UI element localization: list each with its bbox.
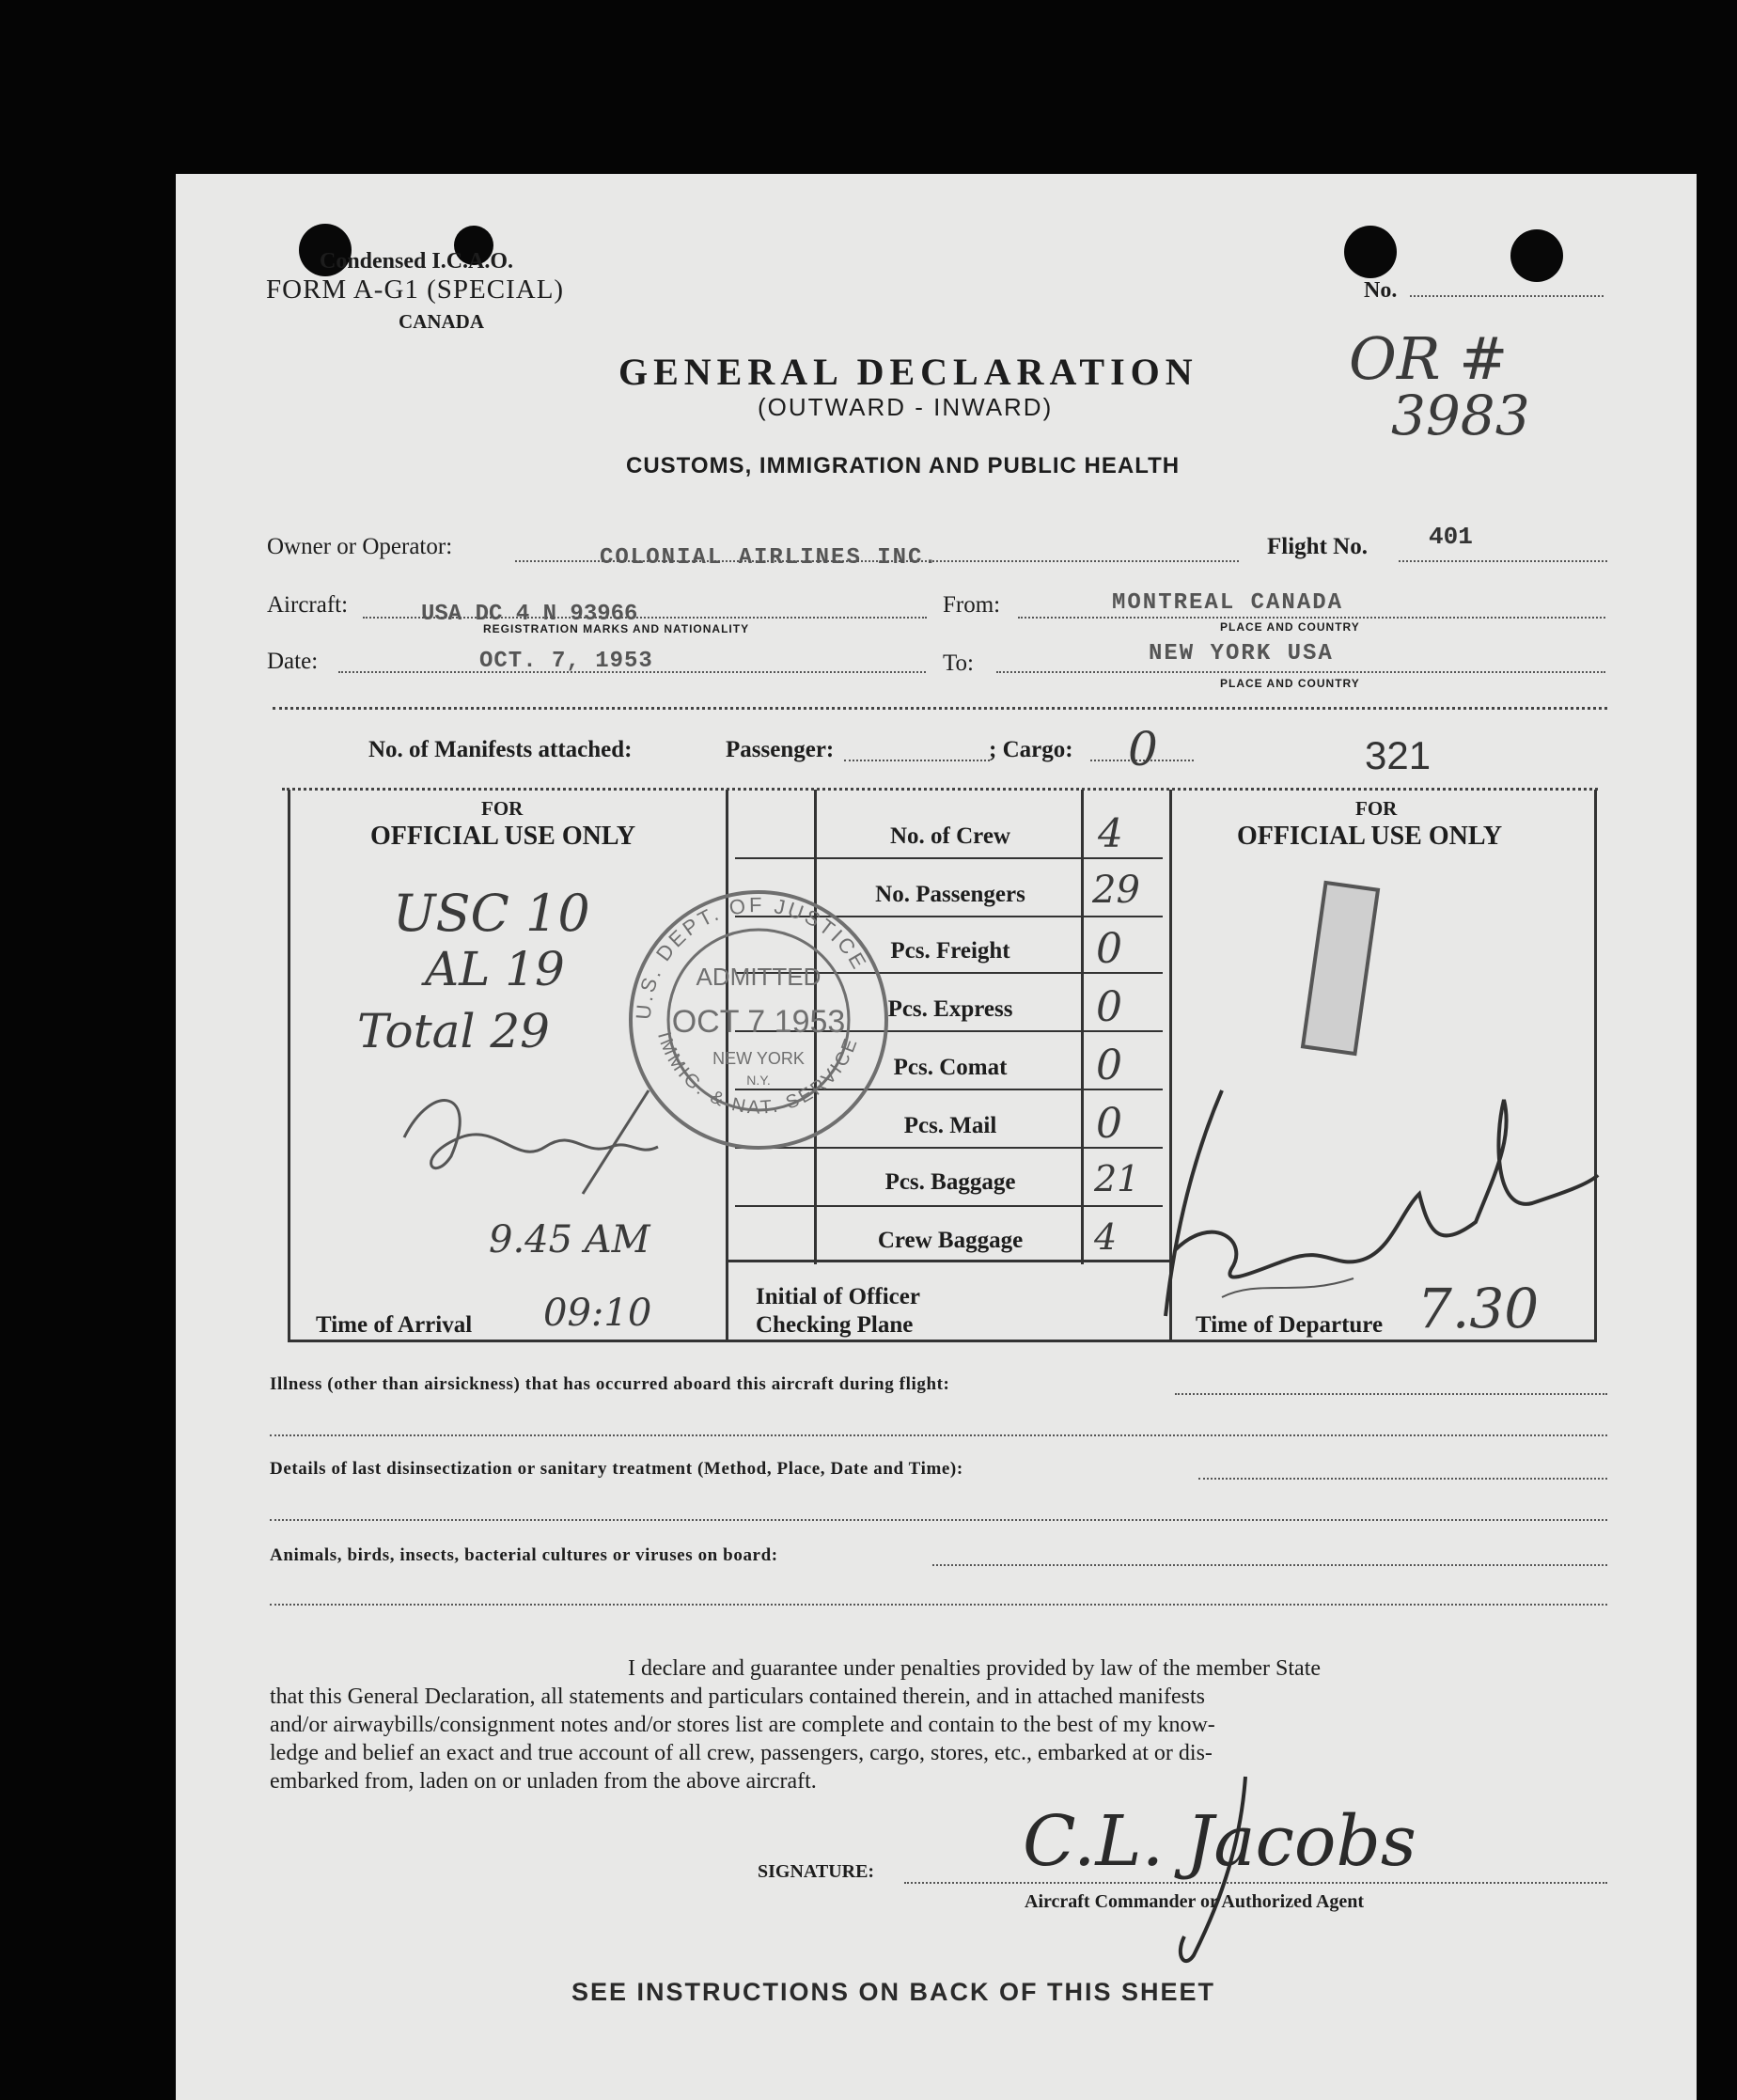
row-label-mail: Pcs. Mail (903, 1113, 997, 1138)
form-code-line1: Condensed I.C.A.O. (320, 249, 514, 274)
row-value-mail: 0 (1096, 1100, 1122, 1148)
row-label-comat: Pcs. Comat (893, 1055, 1008, 1080)
owner-label: Owner or Operator: (267, 534, 453, 559)
time-of-departure-value: 7.30 (1417, 1277, 1540, 1340)
right-official-header-2: OFFICIAL USE ONLY (1237, 822, 1503, 851)
to-label: To: (943, 650, 974, 676)
signature-flourish (1156, 1767, 1269, 1974)
illness-answer-line-2 (270, 1434, 1607, 1436)
signature-label: SIGNATURE: (758, 1861, 875, 1882)
punch-hole-right-2 (1510, 229, 1563, 282)
declaration-line-1: I declare and guarantee under penalties provided by law of the member State (628, 1656, 1322, 1681)
stamp-ring-bottom: IMMIG. & NAT. SERVICE (653, 1029, 863, 1119)
row-label-passengers: No. Passengers (875, 882, 1025, 907)
row-value-comat: 0 (1096, 1042, 1122, 1089)
declaration-line-2: that this General Declaration, all statements and particulars contained therein, and in attached manifests (270, 1685, 1205, 1709)
time-of-departure-label: Time of Departure (1196, 1312, 1384, 1338)
initial-officer-label-1: Initial of Officer (756, 1284, 920, 1309)
stamp-ring-top: U.S. DEPT. OF JUSTICE (631, 892, 872, 1021)
disinsection-question: Details of last disinsectization or sanitary treatment (Method, Place, Date and Time): (270, 1459, 963, 1479)
passenger-manifest-label: Passenger: (726, 737, 835, 762)
date-value: OCT. 7, 1953 (479, 649, 653, 674)
instructions-footer: SEE INSTRUCTIONS ON BACK OF THIS SHEET (571, 1978, 1216, 2006)
from-caption: PLACE AND COUNTRY (1220, 620, 1360, 634)
stamp-date: OCT 7 1953 (671, 1004, 846, 1040)
row-label-baggage: Pcs. Baggage (884, 1169, 1016, 1195)
stamp-admitted: ADMITTED (696, 963, 822, 991)
row-divider (735, 1205, 1163, 1207)
row-value-freight: 0 (1096, 925, 1122, 973)
signature-value: C.L. Jacobs (1023, 1801, 1416, 1882)
form-code-line3: CANADA (399, 310, 484, 333)
aircraft-value: USA DC 4 N 93966 (421, 602, 638, 627)
row-value-crew: 4 (1098, 810, 1123, 856)
cargo-manifest-value: 0 (1128, 722, 1158, 776)
animals-question: Animals, birds, insects, bacterial cultures or viruses on board: (270, 1545, 778, 1565)
row-divider (735, 857, 1163, 859)
aircraft-caption: REGISTRATION MARKS AND NATIONALITY (483, 622, 750, 635)
row-value-passengers: 29 (1092, 869, 1140, 912)
animals-answer-line-2 (270, 1604, 1607, 1606)
declaration-line-4: ledge and belief an exact and true account of all crew, passengers, cargo, stores, etc., embarked at or dis- (270, 1741, 1213, 1765)
illness-question: Illness (other than airsickness) that has occurred aboard this aircraft during flight: (270, 1374, 950, 1394)
illness-answer-line (1175, 1393, 1607, 1395)
disinsection-answer-line (1198, 1478, 1607, 1480)
form-no-label: No. (1364, 278, 1398, 303)
official-signature-scribble (1137, 1081, 1607, 1344)
left-official-header-2: OFFICIAL USE ONLY (370, 822, 636, 851)
handwritten-ref-1: OR # (1349, 324, 1509, 393)
document-subtitle: (OUTWARD - INWARD) (758, 393, 1054, 421)
to-line (996, 671, 1605, 673)
row-label-crew-baggage: Crew Baggage (877, 1228, 1024, 1253)
form-no-line (1410, 295, 1604, 297)
table-col-4 (1081, 790, 1084, 1264)
to-value: NEW YORK USA (1149, 641, 1334, 666)
section-divider-2 (282, 788, 1598, 791)
time-of-arrival-value: 09:10 (543, 1292, 652, 1335)
immigration-stamp (622, 884, 895, 1156)
stamp-city: NEW YORK (712, 1049, 805, 1068)
row-label-crew: No. of Crew (890, 823, 1010, 849)
row-label-freight: Pcs. Freight (890, 938, 1010, 964)
manifests-label: No. of Manifests attached: (368, 737, 633, 762)
section-divider-1 (273, 707, 1607, 710)
official-note-line-1: USC 10 (393, 884, 590, 943)
declaration-line-5: embarked from, laden on or unladen from the above aircraft. (270, 1769, 817, 1794)
row-label-express: Pcs. Express (887, 996, 1013, 1022)
left-official-header-1: FOR (481, 797, 524, 820)
handwritten-ref-2: 3983 (1391, 384, 1530, 447)
row-value-crew-baggage: 4 (1094, 1216, 1118, 1258)
stamp-number: 321 (1365, 733, 1432, 777)
stamp-state: N.Y. (746, 1073, 771, 1088)
table-left-border (288, 790, 290, 1341)
time-of-arrival-label: Time of Arrival (316, 1312, 473, 1338)
from-value: MONTREAL CANADA (1112, 590, 1344, 616)
official-note-line-2: AL 19 (425, 942, 565, 996)
official-note-line-4: 9.45 AM (489, 1218, 650, 1262)
row-value-baggage: 21 (1094, 1158, 1140, 1199)
to-caption: PLACE AND COUNTRY (1220, 677, 1360, 690)
punch-hole-right-1 (1344, 226, 1397, 278)
right-official-header-1: FOR (1355, 797, 1398, 820)
flight-label: Flight No. (1267, 534, 1368, 559)
flight-value: 401 (1429, 523, 1473, 551)
disinsection-answer-line-2 (270, 1519, 1607, 1521)
document-subtitle-2: CUSTOMS, IMMIGRATION AND PUBLIC HEALTH (626, 453, 1181, 478)
declaration-line-3: and/or airwaybills/consignment notes and/or stores list are complete and contain to the best of my know- (270, 1713, 1215, 1737)
official-note-line-3: Total 29 (357, 1004, 550, 1058)
svg-text:U.S. DEPT. OF JUSTICE (632, 893, 872, 1021)
from-line (1018, 617, 1605, 619)
table-initial-divider (728, 1260, 1170, 1262)
flight-line (1399, 560, 1607, 562)
animals-answer-line (932, 1564, 1607, 1566)
signature-caption: Aircraft Commander or Authorized Agent (1025, 1891, 1365, 1912)
aircraft-label: Aircraft: (267, 592, 349, 618)
cargo-manifest-label: ; Cargo: (989, 737, 1073, 762)
row-value-express: 0 (1096, 983, 1122, 1031)
passenger-manifest-line (844, 760, 990, 761)
from-label: From: (943, 592, 1001, 618)
document-title: GENERAL DECLARATION (618, 351, 1198, 393)
owner-value: COLONIAL AIRLINES INC. (600, 545, 939, 571)
form-code-line2: FORM A-G1 (SPECIAL) (266, 274, 565, 305)
initial-officer-label-2: Checking Plane (756, 1312, 914, 1338)
date-label: Date: (267, 649, 319, 674)
